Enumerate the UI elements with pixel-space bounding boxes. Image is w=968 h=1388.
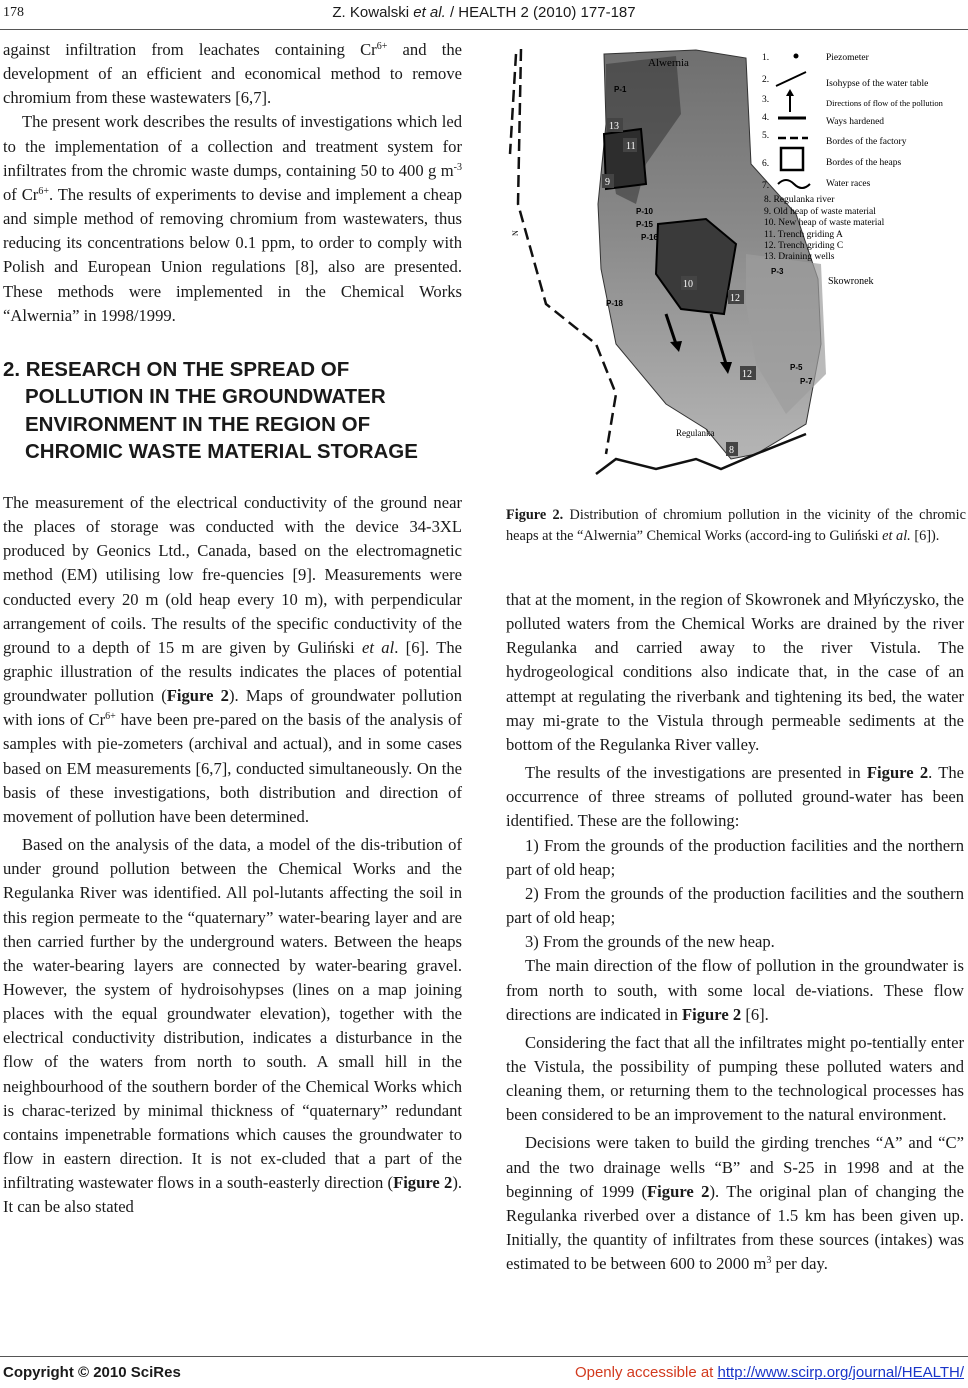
paragraph: Based on the analysis of the data, a model of the dis-tribution of under ground pollution between the Chemical Works and the Regulanka River was identified. All pol-lutants affecting the soil in this region permeate to the “quaternary” water-bearing layer and are then carried further by the underground waters. Between the heaps the water-bearing layers are connected by water-bearing gravel. However, the system of hydroisohypses (lines on a map joining places with the equal groundwater elevation), together with the electrical conductivity distribution, indicates a disturbance in the flow of the waters from north to south. A small hill in the neighbourhood of the southern border of the Chemical Works which is charac-terized by minimal thickness of “quaternary” redundant contains impenetrable formations which causes the groundwater to flow in eastern direction. It is not ex-cluded that a part of the infiltrating wastewater flows in a south-easterly direction (Figure 2). It can be also stated xyxy=(3,835,462,1217)
copyright-notice: Copyright © 2010 SciRes xyxy=(3,1364,181,1381)
paragraph: The present work describes the results of investigations which led to the implementation of a collection and treatment system for infiltrates from the chromic waste dumps, containing 50 to 400 g $m^{-3}$ of $Cr^{6+}$. The results of experiments to devise and implement a cheap and simple method of removing chromium from wastewaters, thus reducing its concentrations below 0.1 ppm, to order to comply with Polish and European Union regulations [8], also are presented. These methods were implemented in the Chemical Works “Alwernia” in 1998/1999. xyxy=(3,112,462,325)
piezometer-label: P-3 xyxy=(771,267,784,276)
figure-2-map xyxy=(506,44,966,484)
open-access-notice: Openly accessible at http://www.scirp.org/journal/HEALTH/ xyxy=(574,1364,964,1381)
header-rule xyxy=(0,29,968,30)
svg-text:Isohypse of the water table: Isohypse of the water table xyxy=(826,79,929,89)
section-heading: 2. RESEARCH ON THE SPREAD OF POLLUTION IN THE GROUNDWATER ENVIRONMENT IN THE REGION OF CHROMIC WASTE MATERIAL STORAGE xyxy=(3,357,418,464)
figure-reference[interactable]: Figure 2 xyxy=(166,686,229,706)
footer-rule xyxy=(0,1356,968,1357)
page-number: 178 xyxy=(3,5,24,20)
map-label-skowronek: Skowronek xyxy=(828,276,874,287)
svg-text:8. Regulanka river: 8. Regulanka river xyxy=(764,195,835,205)
svg-text:Directions of flow of the poll: Directions of flow of the pollution xyxy=(826,98,943,108)
map-label-alwernia: Alwernia xyxy=(648,57,689,69)
running-title: Z. Kowalski et al. / HEALTH 2 (2010) 177-187 xyxy=(332,4,636,21)
paragraph: The results of the investigations are presented in Figure 2. The occurrence of three streams of polluted ground-water has been identified. These are the following: xyxy=(506,763,964,831)
svg-text:1.: 1. xyxy=(762,53,770,63)
list-item: 2) From the grounds of the production facilities and the southern part of old heap; xyxy=(506,883,964,928)
svg-text:2.: 2. xyxy=(762,75,770,85)
svg-text:Water races: Water races xyxy=(826,179,871,189)
piezometer-label: P-10 xyxy=(636,207,653,216)
svg-text:5.: 5. xyxy=(762,131,770,141)
pollution-map-image xyxy=(506,44,966,484)
piezometer-symbol xyxy=(794,54,799,59)
figure-reference[interactable]: Figure 2 xyxy=(393,1173,453,1193)
svg-text:4.: 4. xyxy=(762,113,770,123)
paragraph: against infiltration from leachates containing $Cr^{6+}$ and the development of an efficient and economical method to remove chromium from these wastewaters [6,7]. xyxy=(3,40,462,108)
svg-text:Bordes of the heaps: Bordes of the heaps xyxy=(826,158,902,168)
figure-reference[interactable]: Figure 2 xyxy=(647,1181,710,1201)
list-item: 3) From the grounds of the new heap. xyxy=(525,932,775,952)
svg-text:10. New heap of waste material: 10. New heap of waste material xyxy=(764,218,885,228)
north-arrow-label: N xyxy=(511,230,520,236)
journal-link[interactable]: http://www.scirp.org/journal/HEALTH/ xyxy=(717,1364,964,1381)
piezometer-label: P-18 xyxy=(606,299,623,308)
svg-text:Bordes of the factory: Bordes of the factory xyxy=(826,137,907,147)
svg-text:13. Draining wells: 13. Draining wells xyxy=(764,252,835,262)
map-number: 12 xyxy=(742,369,752,380)
svg-text:11. Trench griding A: 11. Trench griding A xyxy=(764,230,843,240)
piezometer-label: P-15 xyxy=(636,220,653,229)
running-header xyxy=(0,5,968,25)
factory-border-dashed xyxy=(510,54,516,154)
paragraph: The main direction of the flow of pollution in the groundwater is from north to south, with some local de-viations. These flow directions are indicated in Figure 2 [6]. xyxy=(506,956,964,1024)
map-number: 13 xyxy=(609,121,619,132)
water-race-symbol xyxy=(778,180,810,188)
figure-caption: Figure 2. Distribution of chromium pollution in the vicinity of the chromic heaps at the “Alwernia” Chemical Works (accord-ing to Guliński et al. [6]). xyxy=(506,507,966,544)
piezometer-label: P-7 xyxy=(800,377,813,386)
svg-text:6.: 6. xyxy=(762,159,770,169)
figure-reference[interactable]: Figure 2 xyxy=(682,1004,742,1024)
figure-reference[interactable]: Figure 2 xyxy=(866,763,929,783)
map-legend xyxy=(762,53,944,262)
paragraph: that at the moment, in the region of Skowronek and Młyńczysko, the polluted waters from the Chemical Works are drained by the river Regulanka and carried away to the river Vistula. The hydrogeological conditions also indicate that, in the case of an attempt at regulating the riverbank and tightening its bed, the water may mi-grate to the Vistula through permeable sediments at the bottom of the Regulanka River valley. xyxy=(506,590,964,754)
map-number: 9 xyxy=(605,177,610,188)
svg-text:3.: 3. xyxy=(762,95,770,105)
list-item: 1) From the grounds of the production facilities and the northern part of old heap; xyxy=(506,835,964,879)
piezometer-label: P-16 xyxy=(641,233,658,242)
svg-text:7.: 7. xyxy=(762,181,770,191)
svg-text:Ways hardened: Ways hardened xyxy=(826,117,885,127)
paragraph: Decisions were taken to build the girding trenches “A” and “C” and the two drainage wells “B” and S-25 in 1998 and at the beginning of 1999 (Figure 2). The original plan of changing the Regulanka riverbed over a distance of 1.5 km has been given up. Initially, the quantity of infiltrates from these sources (intakes) was estimated to be between 600 to 2000 $m^3$ per day. xyxy=(506,1133,964,1274)
svg-text:12. Trench griding C: 12. Trench griding C xyxy=(764,241,844,251)
svg-text:Piezometer: Piezometer xyxy=(826,53,869,63)
isohypse-symbol xyxy=(776,72,806,86)
map-number: 12 xyxy=(730,293,740,304)
paragraph: Considering the fact that all the infiltrates might po-tentially enter the Vistula, the possibility of pumping these polluted waters and cleaning them, or returning them to the technological processes has been considered to be an improvement to the natural environment. xyxy=(506,1032,964,1125)
heap-border-symbol xyxy=(781,148,803,170)
svg-text:9. Old heap of waste material: 9. Old heap of waste material xyxy=(764,207,876,217)
piezometer-label: P-1 xyxy=(614,85,627,94)
page-footer xyxy=(0,1364,968,1386)
piezometer-label: P-5 xyxy=(790,363,803,372)
flow-direction-symbol xyxy=(786,89,794,96)
map-label-regulanka: Regulanka xyxy=(676,428,715,438)
map-number: 8 xyxy=(729,445,734,456)
right-column xyxy=(506,588,964,1276)
left-column xyxy=(3,38,462,1220)
paragraph: The measurement of the electrical conductivity of the ground near the places of storage was conducted with the device 34-3XL produced by Geonics Ltd., Canada, based on the electromagnetic method (EM) utilising low fre-quencies [9]. Measurements were conducted every 20 m (old heap every 10 m), with perpendicular arrangement of coils. The results of the specific conductivity of the ground to a depth of 15 m are given by Guliński et al. [6]. The graphic illustration of the results indicates the places of potential groundwater pollution (Figure 2). Maps of groundwater pollution with ions of $Cr^{6+}$ have been pre-pared on the basis of the analysis of samples with pie-zometers (archival and actual), and in some cases based on EM measurements [6,7], conducted simultaneously. On the basis of these investigations, both distribution and direction of movement of pollution have been determined. xyxy=(3,492,463,826)
map-number: 11 xyxy=(626,141,636,152)
map-number: 10 xyxy=(683,279,693,290)
